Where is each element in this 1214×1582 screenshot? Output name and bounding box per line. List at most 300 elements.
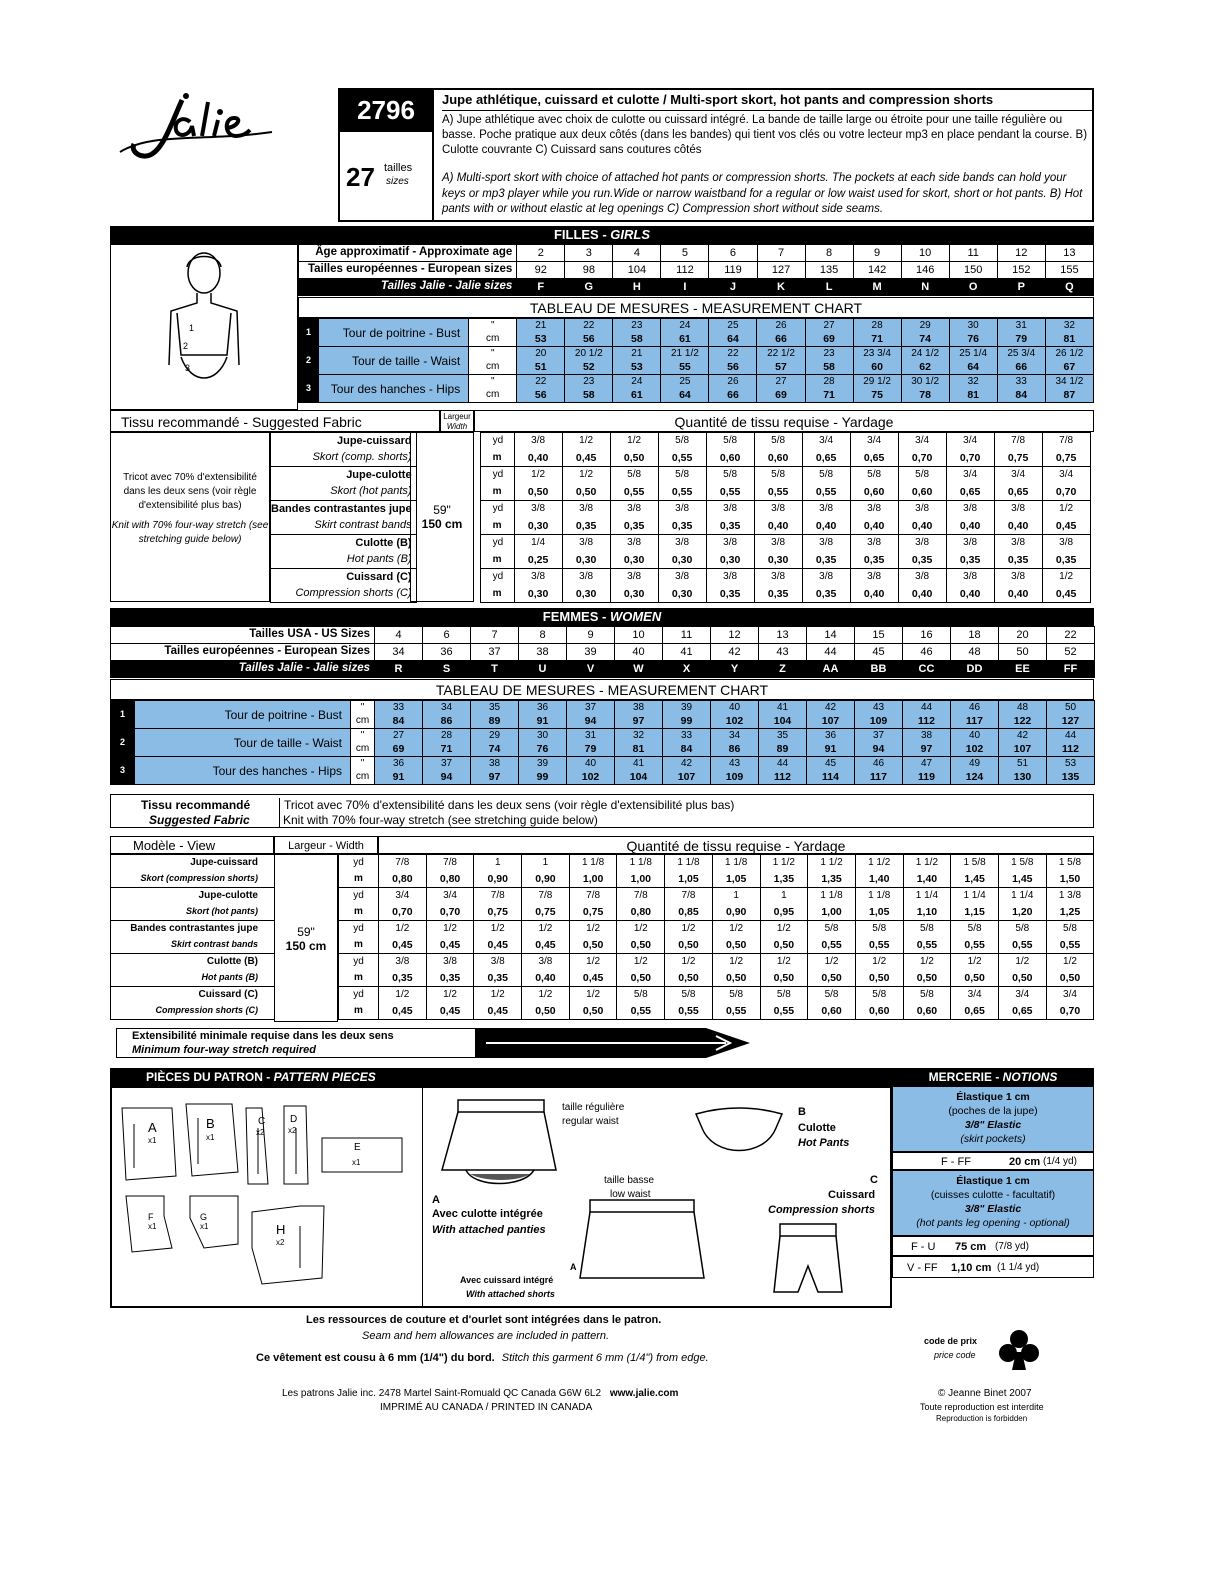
measure-inch-cell: 51 — [999, 757, 1047, 771]
yardage-yd-cell: 5/8 — [850, 467, 898, 484]
yardage-yd-cell: 5/8 — [808, 987, 856, 1003]
measure-cm-cell: 74 — [471, 743, 519, 757]
size-cell: 2 — [517, 245, 565, 262]
piece-e-letter: E — [354, 1142, 361, 1153]
measure-cm-cell: 69 — [805, 333, 853, 347]
yardage-yd-cell: 5/8 — [998, 921, 1046, 937]
measure-inch-cell: 35 — [759, 729, 807, 743]
girls-banner: FILLES - GIRLS — [110, 226, 1094, 244]
unit-yd: yd — [480, 535, 514, 552]
measure-inch-cell: 25 — [709, 319, 757, 333]
measure-number: 2 — [299, 347, 319, 375]
women-width-cell: 59" 150 cm — [274, 854, 338, 1022]
size-cell: AA — [807, 661, 855, 678]
yardage-m-cell: 0,55 — [951, 937, 999, 954]
yardage-m-cell: 0,65 — [946, 484, 994, 501]
yardage-m-cell: 0,45 — [379, 1003, 427, 1020]
yardage-m-cell: 0,25 — [514, 552, 562, 569]
measure-inch-cell: 34 — [711, 729, 759, 743]
yardage-m-cell: 0,75 — [522, 904, 570, 921]
stretch-arrow-icon — [476, 1028, 750, 1058]
unit-yd: yd — [480, 501, 514, 518]
girls-yardage-row-yd — [271, 569, 1091, 586]
yardage-yd-cell: 1/2 — [522, 921, 570, 937]
view-c-fr: Cuissard — [828, 1189, 876, 1201]
yardage-m-cell: 0,35 — [850, 552, 898, 569]
measure-cm-cell: 58 — [565, 389, 613, 403]
measure-cm-cell: 56 — [709, 361, 757, 375]
yardage-yd-cell: 3/8 — [802, 569, 850, 586]
yardage-yd-cell: 1/2 — [712, 954, 760, 970]
size-cell: M — [853, 279, 901, 296]
measure-label: Tour de poitrine - Bust — [319, 319, 469, 347]
yardage-view-en: Compression shorts (C) — [271, 586, 417, 603]
women-yardage-row-yd — [111, 954, 1094, 970]
yardage-m-cell: 1,05 — [855, 904, 903, 921]
women-measure-row-inch — [111, 701, 1095, 715]
yardage-yd-cell: 7/8 — [1042, 433, 1090, 450]
size-cell: 36 — [423, 644, 471, 661]
girls-yardage-row-yd — [271, 467, 1091, 484]
measure-cm-cell: 135 — [1047, 771, 1095, 785]
yardage-m-cell: 0,60 — [903, 1003, 951, 1020]
yardage-view-fr: Cuissard (C) — [271, 569, 417, 586]
unit-yd: yd — [480, 433, 514, 450]
yardage-yd-cell: 3/8 — [898, 535, 946, 552]
yardage-m-cell: 0,60 — [898, 484, 946, 501]
girls-fabric-desc: Tricot avec 70% d'extensibilité dans les deux sens (voir règle d'extensibilité plus bas) Knit with 70% four-way stretch (see stretching guide below) — [110, 432, 270, 602]
yardage-yd-cell: 5/8 — [712, 987, 760, 1003]
yardage-m-cell: 0,45 — [474, 937, 522, 954]
yardage-yd-cell: 5/8 — [1046, 921, 1094, 937]
yardage-m-cell: 0,35 — [379, 970, 427, 987]
piece-h-letter: H — [276, 1222, 286, 1237]
measure-inch-cell: 29 1/2 — [853, 375, 901, 389]
yardage-m-cell: 1,40 — [903, 871, 951, 888]
measure-inch-cell: 30 — [519, 729, 567, 743]
size-cell: S — [423, 661, 471, 678]
pattern-number-box: 2796 — [338, 88, 434, 132]
women-measure-row-inch — [111, 757, 1095, 771]
yardage-width-spacer — [416, 569, 480, 603]
notion-2-row-2: V - FF 1,10 cm (1 1/4 yd) — [892, 1256, 1094, 1278]
measure-inch-cell: 46 — [855, 757, 903, 771]
yardage-yd-cell: 1 1/8 — [665, 855, 713, 871]
size-cell: 6 — [709, 245, 757, 262]
measure-cm-cell: 64 — [661, 389, 709, 403]
size-cell: 50 — [999, 644, 1047, 661]
view-c-en: Compression shorts — [768, 1204, 875, 1216]
measure-cm-cell: 99 — [519, 771, 567, 785]
yardage-m-cell: 0,50 — [514, 484, 562, 501]
yardage-m-cell: 0,60 — [855, 1003, 903, 1020]
measure-cm-cell: 53 — [613, 361, 661, 375]
unit-cm: cm — [351, 715, 375, 729]
unit-inch: " — [469, 319, 517, 333]
size-cell: 119 — [709, 262, 757, 279]
measure-cm-cell: 64 — [709, 333, 757, 347]
measure-inch-cell: 37 — [567, 701, 615, 715]
yardage-m-cell: 0,65 — [951, 1003, 999, 1020]
yardage-yd-cell: 1/2 — [665, 954, 713, 970]
measure-inch-cell: 33 — [663, 729, 711, 743]
yardage-yd-cell: 1 1/2 — [903, 855, 951, 871]
low-waist-en: low waist — [610, 1189, 651, 1200]
size-cell: 7 — [471, 627, 519, 644]
yardage-m-cell: 0,95 — [760, 904, 808, 921]
size-row-label: Tailles Jalie - Jalie sizes — [299, 279, 517, 296]
size-cell: J — [709, 279, 757, 296]
yardage-m-cell: 0,80 — [379, 871, 427, 888]
yardage-yd-cell: 1 — [760, 888, 808, 904]
yardage-yd-cell: 3/8 — [514, 433, 562, 450]
yardage-m-cell: 0,35 — [802, 552, 850, 569]
yardage-m-cell: 0,30 — [514, 518, 562, 535]
pieces-divider — [422, 1086, 423, 1308]
yardage-m-cell: 0,60 — [706, 450, 754, 467]
yardage-m-cell: 0,45 — [426, 1003, 474, 1020]
measure-cm-cell: 81 — [1045, 333, 1093, 347]
notions-header: MERCERIE - NOTIONS — [892, 1068, 1094, 1086]
measure-cm-cell: 57 — [757, 361, 805, 375]
yardage-m-cell: 0,35 — [658, 518, 706, 535]
yardage-yd-cell: 5/8 — [658, 467, 706, 484]
yardage-yd-cell: 1/2 — [514, 467, 562, 484]
unit-m: m — [480, 586, 514, 603]
measure-inch-cell: 21 — [517, 319, 565, 333]
girls-yardage-row-yd — [271, 433, 1091, 450]
measure-inch-cell: 22 — [517, 375, 565, 389]
yardage-m-cell: 1,00 — [808, 904, 856, 921]
stretch-text-fr: Extensibilité minimale requise dans les deux sens — [132, 1030, 394, 1042]
yardage-m-cell: 0,45 — [1042, 518, 1090, 535]
yardage-yd-cell: 3/4 — [951, 987, 999, 1003]
size-cell: 42 — [711, 644, 759, 661]
size-cell: 43 — [759, 644, 807, 661]
yardage-yd-cell: 1/2 — [760, 954, 808, 970]
measure-cm-cell: 66 — [709, 389, 757, 403]
yardage-width-spacer — [275, 921, 339, 954]
measure-inch-cell: 46 — [951, 701, 999, 715]
piece-a-letter: A — [148, 1120, 157, 1135]
measure-inch-cell: 36 — [519, 701, 567, 715]
yardage-yd-cell: 3/8 — [562, 569, 610, 586]
size-cell: 13 — [759, 627, 807, 644]
size-cell: 4 — [613, 245, 661, 262]
measure-inch-cell: 22 1/2 — [757, 347, 805, 361]
measure-number: 2 — [111, 729, 135, 757]
women-yardage-row-m — [111, 970, 1094, 987]
yardage-view-fr: Jupe-cuissard — [271, 433, 417, 450]
yardage-m-cell: 0,50 — [998, 970, 1046, 987]
yardage-yd-cell: 5/8 — [898, 467, 946, 484]
women-fabric-box: Tissu recommandé Suggested Fabric Tricot avec 70% d'extensibilité dans les deux sens (voir règle d'extensibilité plus bas) Knit with 70% four-way stretch (see stretching guide below) — [110, 794, 1094, 828]
measure-inch-cell: 53 — [1047, 757, 1095, 771]
measure-cm-cell: 84 — [375, 715, 423, 729]
yardage-yd-cell: 1/2 — [379, 921, 427, 937]
measure-cm-cell: 66 — [997, 361, 1045, 375]
girls-measure-row-inch — [299, 319, 1094, 333]
measure-cm-cell: 51 — [517, 361, 565, 375]
measure-cm-cell: 104 — [615, 771, 663, 785]
size-cell: 152 — [997, 262, 1045, 279]
measure-cm-cell: 71 — [423, 743, 471, 757]
unit-cm: cm — [351, 743, 375, 757]
measure-inch-cell: 27 — [375, 729, 423, 743]
piece-g-letter: G — [200, 1212, 208, 1222]
yardage-yd-cell: 1/2 — [712, 921, 760, 937]
girls-yardage-row-yd — [271, 535, 1091, 552]
measure-inch-cell: 24 — [661, 319, 709, 333]
women-yardage-row-yd — [111, 921, 1094, 937]
measure-cm-cell: 89 — [759, 743, 807, 757]
yardage-yd-cell: 5/8 — [855, 987, 903, 1003]
measure-cm-cell: 52 — [565, 361, 613, 375]
yardage-view-en: Skirt contrast bands — [271, 518, 417, 535]
yardage-m-cell: 0,55 — [658, 484, 706, 501]
measure-cm-cell: 86 — [423, 715, 471, 729]
girls-yardage-row-m — [271, 484, 1091, 501]
yardage-m-cell: 0,50 — [562, 484, 610, 501]
girls-width-header: Largeur Width — [440, 410, 474, 432]
girls-measure-row-inch — [299, 375, 1094, 389]
yardage-yd-cell: 7/8 — [474, 888, 522, 904]
yardage-yd-cell: 3/8 — [1042, 535, 1090, 552]
yardage-yd-cell: 3/8 — [946, 501, 994, 518]
yardage-view-fr: Bandes contrastantes jupe — [111, 921, 275, 937]
piece-d-qty: x2 — [288, 1126, 297, 1135]
girls-yardage-row-m — [271, 586, 1091, 603]
yardage-m-cell: 1,45 — [998, 871, 1046, 888]
measure-label: Tour de taille - Waist — [135, 729, 351, 757]
yardage-yd-cell: 3/8 — [754, 569, 802, 586]
girls-jalie-row — [299, 279, 1094, 296]
yardage-yd-cell: 3/4 — [426, 888, 474, 904]
measure-inch-cell: 21 — [613, 347, 661, 361]
size-cell: 9 — [567, 627, 615, 644]
size-cell: 142 — [853, 262, 901, 279]
website-link[interactable]: www.jalie.com — [609, 1388, 679, 1399]
size-cell: 7 — [757, 245, 805, 262]
yardage-yd-cell: 3/8 — [994, 569, 1042, 586]
yardage-m-cell: 0,80 — [617, 904, 665, 921]
measure-cm-cell: 127 — [1047, 715, 1095, 729]
notion-1-box: Élastique 1 cm (poches de la jupe) 3/8" Elastic (skirt pockets) — [892, 1086, 1094, 1152]
measure-cm-cell: 91 — [807, 743, 855, 757]
yardage-yd-cell: 1/2 — [855, 954, 903, 970]
measure-cm-cell: 79 — [567, 743, 615, 757]
yardage-yd-cell: 5/8 — [802, 467, 850, 484]
measure-inch-cell: 33 — [997, 375, 1045, 389]
yardage-yd-cell: 3/4 — [1046, 987, 1094, 1003]
size-cell: T — [471, 661, 519, 678]
size-cell: FF — [1047, 661, 1095, 678]
yardage-yd-cell: 3/8 — [610, 501, 658, 518]
measure-inch-cell: 28 — [805, 375, 853, 389]
measure-cm-cell: 122 — [999, 715, 1047, 729]
girls-measure-row-inch — [299, 347, 1094, 361]
yardage-m-cell: 0,45 — [569, 970, 617, 987]
unit-m: m — [480, 450, 514, 467]
yardage-m-cell: 0,30 — [706, 552, 754, 569]
yardage-m-cell: 0,50 — [610, 450, 658, 467]
girls-yardage-row-m — [271, 552, 1091, 569]
measure-inch-cell: 31 — [567, 729, 615, 743]
girls-yardage-row-m — [271, 450, 1091, 467]
yardage-m-cell: 0,75 — [474, 904, 522, 921]
measure-cm-cell: 107 — [999, 743, 1047, 757]
yardage-yd-cell: 3/8 — [850, 569, 898, 586]
yardage-m-cell: 0,30 — [610, 552, 658, 569]
measure-inch-cell: 40 — [951, 729, 999, 743]
yardage-yd-cell: 1/2 — [474, 987, 522, 1003]
yardage-yd-cell: 1/2 — [903, 954, 951, 970]
yardage-view-en: Hot pants (B) — [271, 552, 417, 569]
women-yardage-row-m — [111, 1003, 1094, 1020]
yardage-m-cell: 0,30 — [610, 586, 658, 603]
measure-number: 3 — [111, 757, 135, 785]
measure-cm-cell: 94 — [855, 743, 903, 757]
yardage-yd-cell: 3/8 — [474, 954, 522, 970]
measure-inch-cell: 32 — [1045, 319, 1093, 333]
yardage-yd-cell: 1 5/8 — [951, 855, 999, 871]
measure-cm-cell: 69 — [757, 389, 805, 403]
yardage-yd-cell: 5/8 — [610, 467, 658, 484]
measure-cm-cell: 117 — [951, 715, 999, 729]
yardage-m-cell: 0,50 — [522, 1003, 570, 1020]
yardage-m-cell: 1,25 — [1046, 904, 1094, 921]
view-a1-en: With attached panties — [432, 1224, 546, 1236]
unit-m: m — [339, 871, 379, 888]
yardage-m-cell: 0,50 — [617, 970, 665, 987]
unit-cm: cm — [351, 771, 375, 785]
rights-fr: Toute reproduction est interdite — [920, 1402, 1044, 1412]
measure-inch-cell: 23 — [613, 319, 661, 333]
view-b-letter: B — [798, 1106, 806, 1118]
measure-inch-cell: 30 1/2 — [901, 375, 949, 389]
yardage-yd-cell: 7/8 — [665, 888, 713, 904]
yardage-m-cell: 0,90 — [712, 904, 760, 921]
girls-eu-row — [299, 262, 1094, 279]
view-a1-letter: A — [432, 1194, 440, 1206]
yardage-m-cell: 0,30 — [658, 586, 706, 603]
measure-inch-cell: 20 1/2 — [565, 347, 613, 361]
yardage-yd-cell: 3/8 — [610, 535, 658, 552]
yardage-m-cell: 0,50 — [951, 970, 999, 987]
measure-inch-cell: 29 — [901, 319, 949, 333]
yardage-yd-cell: 5/8 — [754, 433, 802, 450]
yardage-view-fr: Culotte (B) — [111, 954, 275, 970]
size-cell: 14 — [807, 627, 855, 644]
women-width-header: Largeur - Width — [274, 836, 378, 854]
yardage-yd-cell: 3/4 — [946, 467, 994, 484]
women-eu-row — [111, 644, 1095, 661]
yardage-m-cell: 0,55 — [802, 484, 850, 501]
measure-cm-cell: 87 — [1045, 389, 1093, 403]
women-chart-title: TABLEAU DE MESURES - MEASUREMENT CHART — [110, 679, 1094, 700]
regular-waist-fr: taille régulière — [562, 1102, 625, 1113]
yardage-yd-cell: 3/4 — [850, 433, 898, 450]
measure-cm-cell: 58 — [613, 333, 661, 347]
yardage-m-cell: 0,45 — [562, 450, 610, 467]
yardage-m-cell: 0,40 — [946, 586, 994, 603]
women-measurement-table — [110, 700, 1095, 785]
measure-cm-cell: 56 — [565, 333, 613, 347]
view-c-letter: C — [870, 1174, 878, 1186]
yardage-width-spacer — [275, 987, 339, 1020]
yardage-m-cell: 0,35 — [562, 518, 610, 535]
yardage-m-cell: 0,70 — [898, 450, 946, 467]
size-count-label-en: sizes — [386, 176, 409, 187]
yardage-yd-cell: 3/4 — [998, 987, 1046, 1003]
seam-allowance-en: Seam and hem allowances are included in pattern. — [362, 1330, 610, 1342]
yardage-yd-cell: 1 1/4 — [903, 888, 951, 904]
notion-1-row-1: F - FF 20 cm (1/4 yd) — [892, 1152, 1094, 1170]
yardage-m-cell: 0,40 — [994, 586, 1042, 603]
pattern-title: Jupe athlétique, cuissard et culotte / Multi-sport skort, hot pants and compression shorts — [442, 92, 1092, 111]
yardage-m-cell: 0,50 — [1046, 970, 1094, 987]
size-count: 27 — [346, 162, 375, 192]
yardage-m-cell: 0,75 — [569, 904, 617, 921]
yardage-m-cell: 0,70 — [426, 904, 474, 921]
yardage-view-fr: Culotte (B) — [271, 535, 417, 552]
measure-inch-cell: 32 — [615, 729, 663, 743]
measure-cm-cell: 64 — [949, 361, 997, 375]
measure-inch-cell: 48 — [999, 701, 1047, 715]
yardage-yd-cell: 3/8 — [514, 569, 562, 586]
measure-inch-cell: 20 — [517, 347, 565, 361]
measure-inch-cell: 31 — [997, 319, 1045, 333]
size-cell: 127 — [757, 262, 805, 279]
yardage-m-cell: 0,40 — [514, 450, 562, 467]
measure-cm-cell: 102 — [711, 715, 759, 729]
yardage-yd-cell: 3/8 — [658, 569, 706, 586]
size-cell: 20 — [999, 627, 1047, 644]
measure-inch-cell: 41 — [759, 701, 807, 715]
yardage-yd-cell: 1 1/8 — [569, 855, 617, 871]
yardage-yd-cell: 7/8 — [379, 855, 427, 871]
yardage-yd-cell: 1 — [522, 855, 570, 871]
yardage-m-cell: 0,75 — [994, 450, 1042, 467]
measure-cm-cell: 79 — [997, 333, 1045, 347]
stitch-note: Ce vêtement est cousu à 6 mm (1/4") du bord. Stitch this garment 6 mm (1/4") from edge. — [256, 1352, 709, 1364]
yardage-yd-cell: 3/8 — [426, 954, 474, 970]
yardage-yd-cell: 1/2 — [426, 987, 474, 1003]
yardage-yd-cell: 1/2 — [522, 987, 570, 1003]
unit-m: m — [480, 484, 514, 501]
size-cell: 38 — [519, 644, 567, 661]
yardage-yd-cell: 1 — [712, 888, 760, 904]
yardage-m-cell: 0,45 — [522, 937, 570, 954]
printed-in: IMPRIMÉ AU CANADA / PRINTED IN CANADA — [380, 1402, 593, 1413]
size-cell: Q — [1045, 279, 1093, 296]
measure-cm-cell: 61 — [613, 389, 661, 403]
yardage-view-en: Skort (hot pants) — [271, 484, 417, 501]
yardage-m-cell: 0,50 — [760, 970, 808, 987]
size-cell: 44 — [807, 644, 855, 661]
yardage-yd-cell: 3/8 — [994, 535, 1042, 552]
size-cell: O — [949, 279, 997, 296]
size-row-label: Tailles Jalie - Jalie sizes — [111, 661, 375, 678]
yardage-yd-cell: 3/8 — [706, 569, 754, 586]
women-banner: FEMMES - WOMEN — [110, 608, 1094, 626]
yardage-m-cell: 0,40 — [946, 518, 994, 535]
measure-cm-cell: 84 — [997, 389, 1045, 403]
size-cell: V — [567, 661, 615, 678]
yardage-width-spacer — [275, 954, 339, 987]
yardage-view-en: Hot pants (B) — [111, 970, 275, 987]
measure-cm-cell: 107 — [663, 771, 711, 785]
